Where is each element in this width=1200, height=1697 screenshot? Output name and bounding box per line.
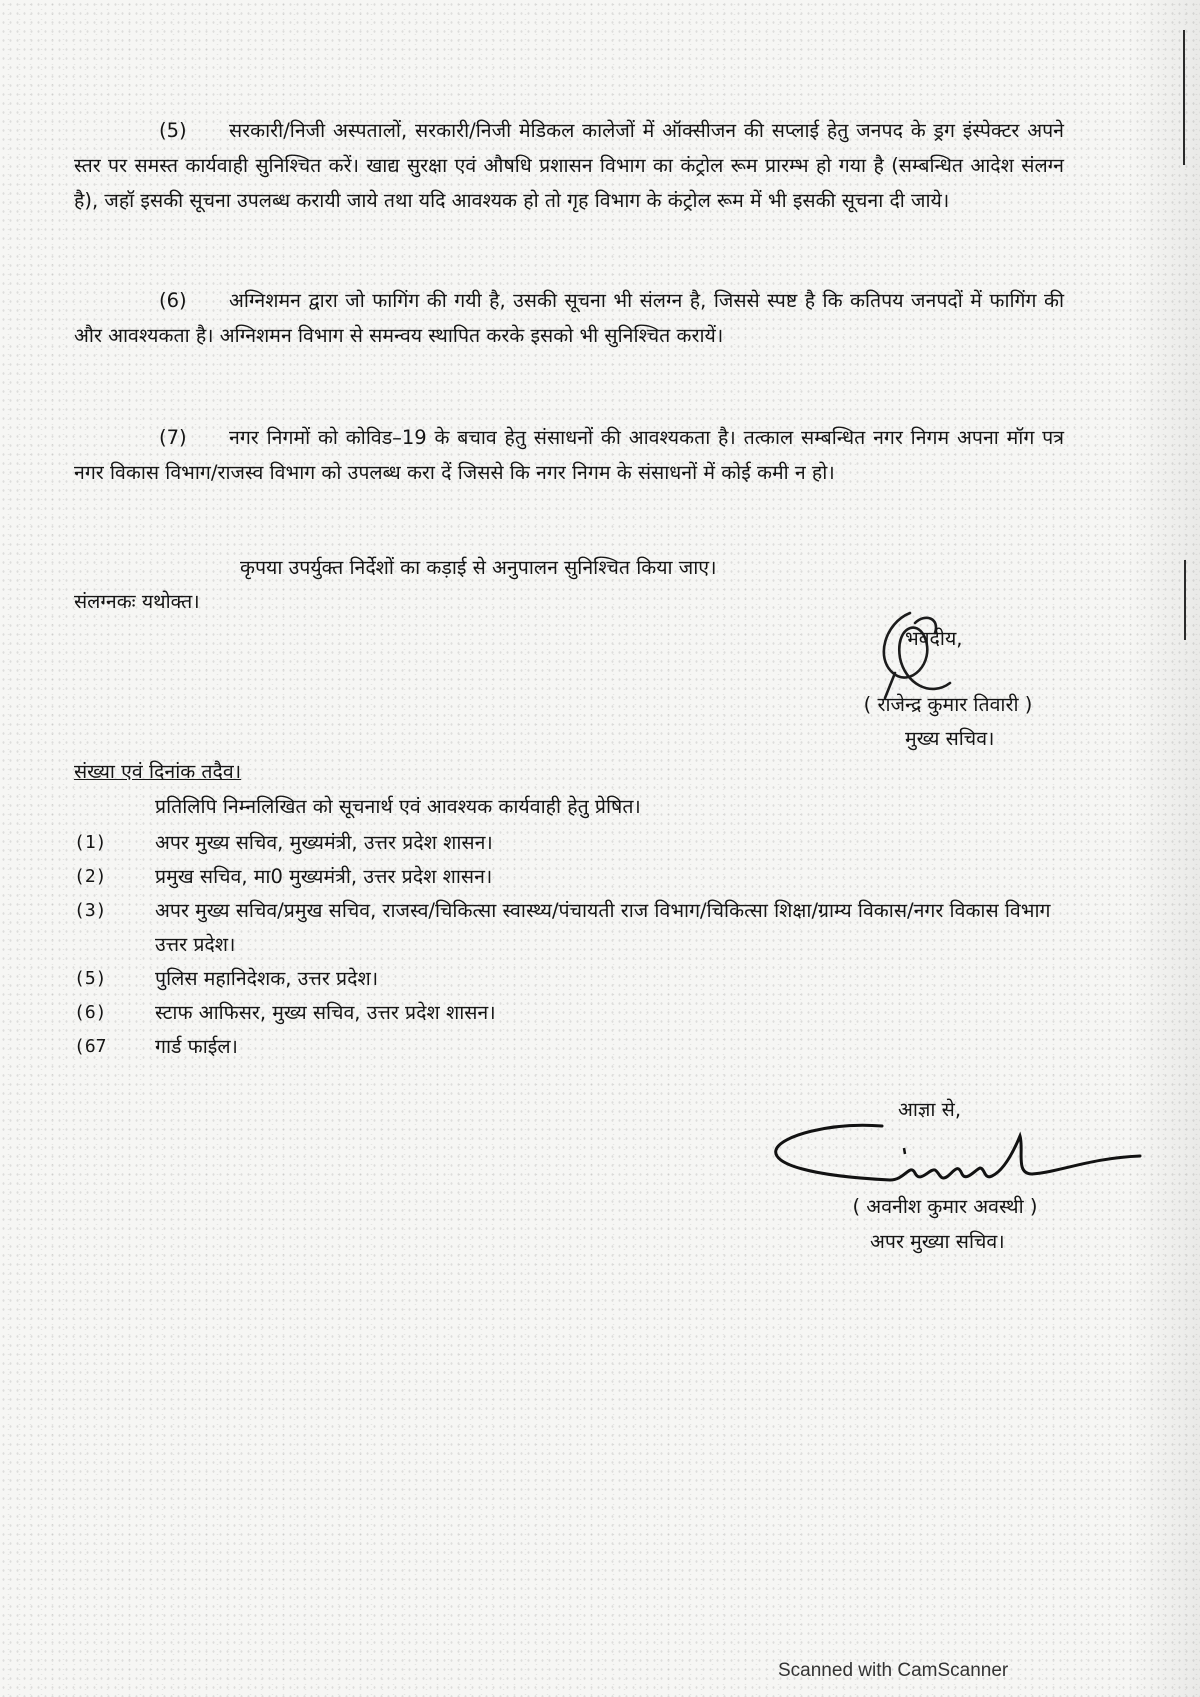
scan-edge-mark — [1184, 560, 1186, 640]
list-item-text: स्टाफ आफिसर, मुख्य सचिव, उत्तर प्रदेश शासन। — [155, 1001, 496, 1024]
signature-awanish — [770, 1118, 1150, 1198]
list-item — [74, 860, 1084, 894]
list-item — [74, 962, 1084, 996]
signatory-2-salutation: आज्ञा से, — [898, 1098, 962, 1121]
list-item — [74, 996, 1084, 1030]
list-item — [74, 1030, 1084, 1064]
signatory-1-designation: मुख्य सचिव। — [905, 727, 995, 750]
list-item-text: अपर मुख्य सचिव, मुख्यमंत्री, उत्तर प्रदेश शासन। — [155, 831, 493, 854]
paragraph-number: (5) — [159, 119, 187, 142]
enclosure-note: संलग्नकः यथोक्त। — [74, 590, 200, 613]
copy-intro: प्रतिलिपि निम्नलिखित को सूचनार्थ एवं आवश्यक कार्यवाही हेतु प्रेषित। — [155, 795, 641, 818]
paragraph-7 — [74, 420, 1064, 490]
list-item — [74, 894, 1084, 962]
list-item-number: (6) — [74, 1002, 107, 1023]
closing-line: कृपया उपर्युक्त निर्देशों का कड़ाई से अनुपालन सुनिश्चित किया जाए। — [240, 556, 717, 579]
list-item — [74, 826, 1084, 860]
list-item-text: पुलिस महानिदेशक, उत्तर प्रदेश। — [155, 967, 379, 990]
paragraph-5 — [74, 113, 1064, 218]
paragraph-text: नगर निगमों को कोविड–19 के बचाव हेतु संसाधनों की आवश्यकता है। तत्काल सम्बन्धित नगर निगम अपना मॉग पत्र नगर विकास विभाग/राजस्व विभाग को उपलब्ध करा दें जिससे कि नगर निगम के संसाधनों में कोई कमी न हो। — [74, 426, 1064, 484]
list-item-number: (1) — [74, 832, 107, 853]
scanner-watermark: Scanned with CamScanner — [778, 1660, 1009, 1681]
signatory-1-name: ( राजेन्द्र कुमार तिवारी ) — [863, 693, 1033, 716]
paragraph-text: अग्निशमन द्वारा जो फागिंग की गयी है, उसकी सूचना भी संलग्न है, जिससे स्पष्ट है कि कतिपय जनपदों में फागिंग की और आवश्यकता है। अग्निशमन विभाग से समन्वय स्थापित करके इसको भी सुनिश्चित करायें। — [74, 289, 1064, 347]
list-item-text: प्रमुख सचिव, मा0 मुख्यमंत्री, उत्तर प्रदेश शासन। — [155, 865, 493, 888]
paragraph-text: सरकारी/निजी अस्पतालों, सरकारी/निजी मेडिकल कालेजों में ऑक्सीजन की सप्लाई हेतु जनपद के ड्रग इंस्पेक्टर अपने स्तर पर समस्त कार्यवाही सुनिश्चित करें। खाद्य सुरक्षा एवं औषधि प्रशासन विभाग का कंट्रोल रूम प्रारम्भ हो गया है (सम्बन्धित आदेश संलग्न है), जहॉ इसकी सूचना उपलब्ध करायी जाये तथा यदि आवश्यक हो तो गृह विभाग के कंट्रोल रूम में भी इसकी सूचना दी जाये। — [74, 119, 1064, 212]
scan-shadow — [1130, 0, 1200, 1697]
signatory-1-salutation: भवदीय, — [905, 627, 963, 650]
list-item-number: (2) — [74, 866, 107, 887]
scan-edge-mark — [1183, 30, 1185, 165]
list-item-text: गार्ड फाईल। — [155, 1035, 238, 1058]
list-item-number: (3) — [74, 900, 107, 921]
reference-heading: संख्या एवं दिनांक तदैव। — [74, 760, 242, 783]
paragraph-number: (7) — [159, 426, 187, 449]
signatory-2-designation: अपर मुख्या सचिव। — [870, 1230, 1005, 1253]
paragraph-6 — [74, 283, 1064, 353]
list-item-number: (67 — [74, 1036, 107, 1057]
copy-recipient-list — [74, 826, 1084, 1064]
signatory-2-name: ( अवनीश कुमार अवस्थी ) — [852, 1195, 1038, 1218]
list-item-number: (5) — [74, 968, 107, 989]
paragraph-number: (6) — [159, 289, 187, 312]
list-item-text: अपर मुख्य सचिव/प्रमुख सचिव, राजस्व/चिकित्सा स्वास्थ्य/पंचायती राज विभाग/चिकित्सा शिक्षा/ग्राम्य विकास/नगर विकास विभाग उत्तर प्रदेश। — [155, 899, 1051, 956]
